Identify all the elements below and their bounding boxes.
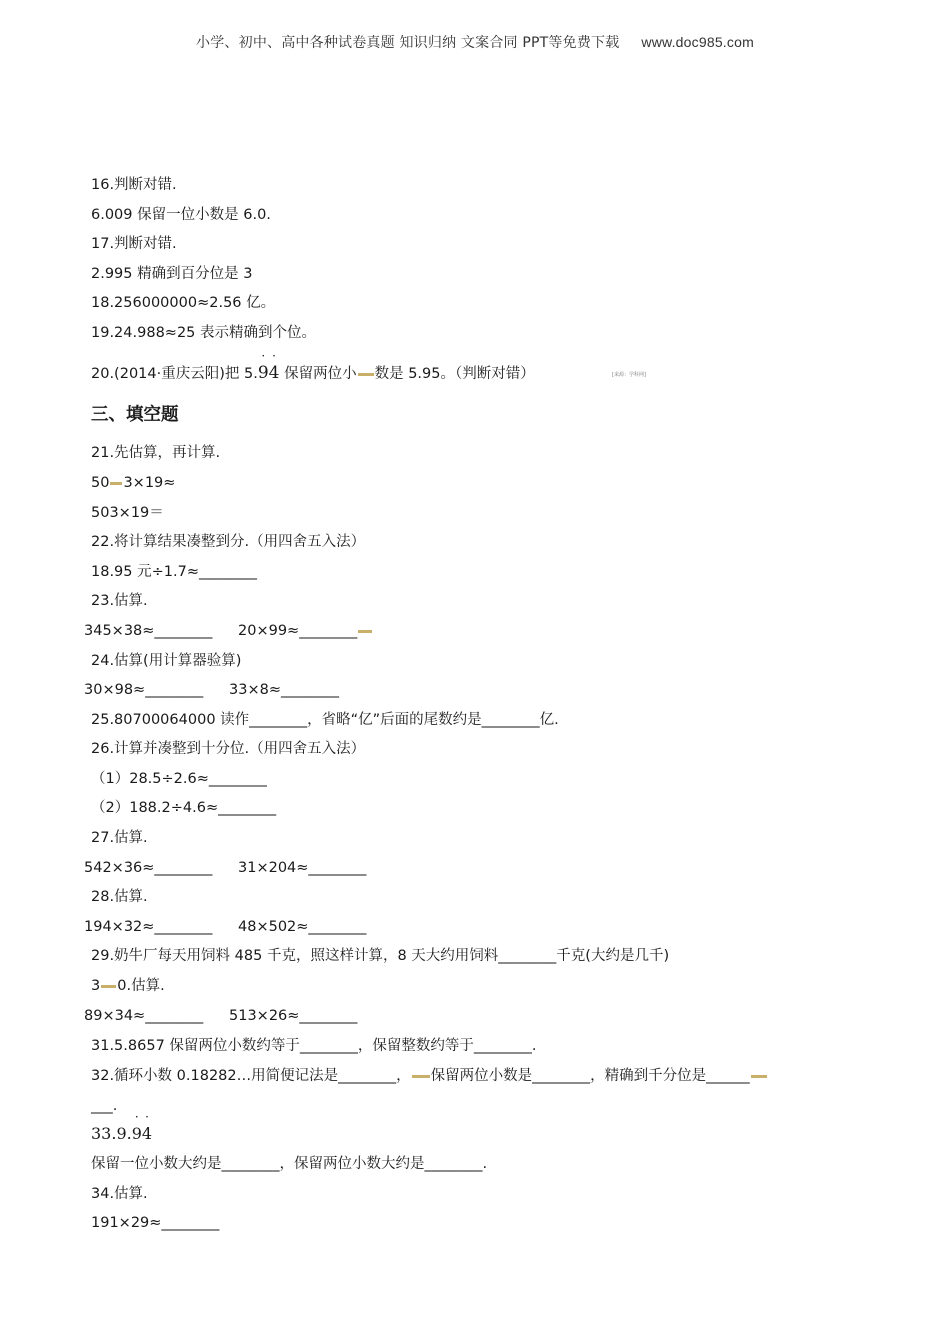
q33-digit1: · 9 xyxy=(132,1124,142,1144)
watermark-mark xyxy=(358,373,374,376)
q20-mid: 保留两位小 xyxy=(284,366,357,382)
q34-a: 191×29≈________ xyxy=(91,1215,220,1231)
q20-before: 20.(2014·重庆云阳)把 5. xyxy=(91,366,258,382)
q21-title: 21.先估算，再计算. xyxy=(91,445,221,461)
q25-text: 25.80700064000 读作________，省略“亿”后面的尾数约是________亿. xyxy=(91,712,559,728)
q27-a: 542×36≈________ xyxy=(84,860,213,876)
q28-b: 48×502≈________ xyxy=(238,919,367,935)
q34-title: 34.估算. xyxy=(91,1186,148,1202)
q24-a: 30×98≈________ xyxy=(84,682,204,698)
header-site[interactable]: www.doc985.com xyxy=(641,34,754,50)
q22-title: 22.将计算结果凑整到分.（用四舍五入法） xyxy=(91,534,366,550)
q27-b: 31×204≈________ xyxy=(238,860,367,876)
q17-title: 17.判断对错. xyxy=(91,236,177,252)
watermark-mark xyxy=(751,1075,767,1078)
q18-text: 18.256000000≈2.56 亿。 xyxy=(91,295,276,311)
q23-a: 345×38≈________ xyxy=(84,623,213,639)
q21-line2: 503×19＝ xyxy=(91,505,164,521)
q30-b: 513×26≈________ xyxy=(229,1008,358,1024)
q28-a: 194×32≈________ xyxy=(84,919,213,935)
q26-a: （1）28.5÷2.6≈________ xyxy=(91,771,267,787)
watermark-mark xyxy=(412,1075,430,1078)
q23-b: 20×99≈________ xyxy=(238,623,358,639)
q32-part2: 保留两位小数是________，精确到千分位是______ xyxy=(430,1068,750,1084)
q33-digit2: · 4 xyxy=(142,1124,152,1144)
q33-prefix: 33.9. xyxy=(91,1124,132,1143)
q23-title: 23.估算. xyxy=(91,593,148,609)
q28-title: 28.估算. xyxy=(91,889,148,905)
watermark-mark xyxy=(358,630,372,633)
q32-part1: 32.循环小数 0.18282…用简便记法是________， xyxy=(91,1068,411,1084)
q26-title: 26.计算并凑整到十分位.（用四舍五入法） xyxy=(91,741,366,757)
q33-number xyxy=(91,1124,152,1144)
q30-title xyxy=(91,976,165,996)
q21-line1 xyxy=(91,473,175,493)
q20-repeating-digits xyxy=(258,363,280,383)
q22-line1: 18.95 元÷1.7≈________ xyxy=(91,564,257,580)
header-text: 小学、初中、高中各种试卷真题 知识归纳 文案合同 PPT等免费下载 xyxy=(196,35,620,51)
q24-title: 24.估算(用计算器验算) xyxy=(91,653,242,669)
q33-body: 保留一位小数大约是________，保留两位小数大约是________. xyxy=(91,1156,488,1172)
q20-line xyxy=(91,363,535,384)
q32-line xyxy=(91,1066,768,1086)
watermark-mark xyxy=(110,482,122,485)
q20-source-tag: [来源：学科网] xyxy=(612,372,646,378)
q20-after: 数是 5.95。（判断对错） xyxy=(374,366,535,382)
q23-b-line xyxy=(238,621,373,641)
q16-title: 16.判断对错. xyxy=(91,177,177,193)
q30-a: 89×34≈________ xyxy=(84,1008,204,1024)
q26-b: （2）188.2÷4.6≈________ xyxy=(91,800,277,816)
q20-digit1: · 9 xyxy=(258,363,269,383)
q30-title-b: 0.估算. xyxy=(117,978,165,994)
page-header xyxy=(0,32,950,52)
q24-b: 33×8≈________ xyxy=(229,682,339,698)
section-title: 三、填空题 xyxy=(91,405,179,425)
q21-line1-b: 3×19≈ xyxy=(123,475,176,491)
q16-body: 6.009 保留一位小数是 6.0. xyxy=(91,207,271,223)
q27-title: 27.估算. xyxy=(91,830,148,846)
watermark-mark xyxy=(101,985,116,988)
q17-body: 2.995 精确到百分位是 3 xyxy=(91,266,253,282)
q19-text: 19.24.988≈25 表示精确到个位。 xyxy=(91,325,317,341)
q32-cont: ___. xyxy=(91,1098,118,1114)
q20-digit2: · 4 xyxy=(269,363,280,383)
q31-text: 31.5.8657 保留两位小数约等于________，保留整数约等于________. xyxy=(91,1038,537,1054)
q29-text: 29.奶牛厂每天用饲料 485 千克，照这样计算，8 天大约用饲料________千克(大约是几千) xyxy=(91,948,670,964)
q21-line1-a: 50 xyxy=(91,475,110,491)
q30-title-a: 3 xyxy=(91,978,101,994)
